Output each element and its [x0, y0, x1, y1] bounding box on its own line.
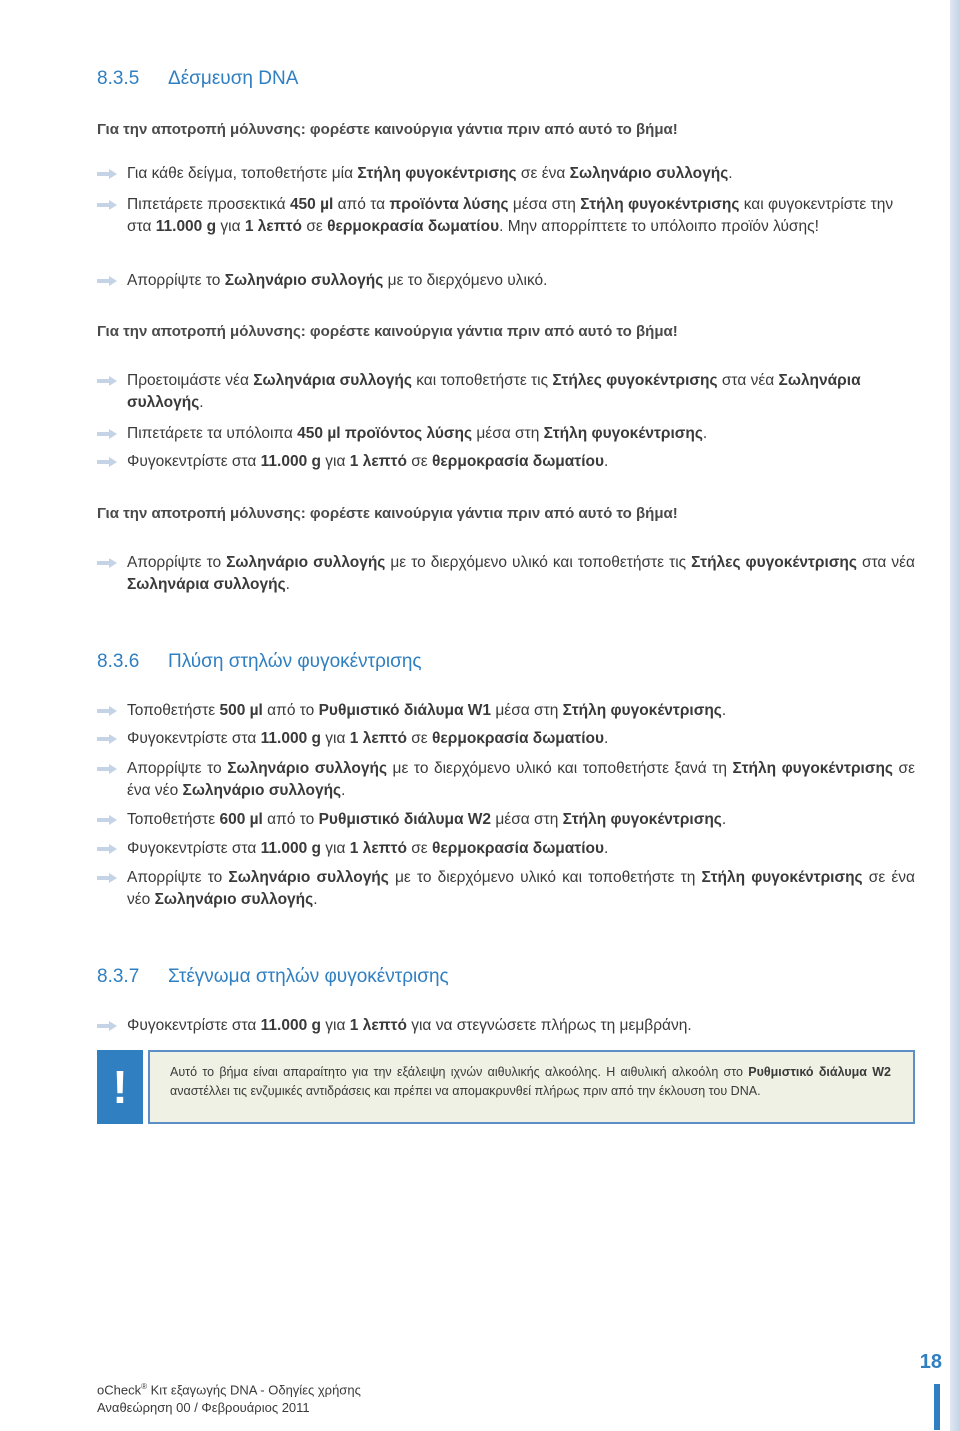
step-item	[97, 809, 915, 831]
section-title: Δέσμευση DNA	[168, 68, 299, 89]
emphasis-text: 1 λεπτό	[349, 840, 407, 857]
emphasis-text: 1 λεπτό	[244, 218, 303, 235]
arrow-right-icon	[97, 200, 117, 210]
footer	[97, 1378, 361, 1417]
footer-title: Κιτ εξαγωγής DNA - Οδηγίες χρήσης	[146, 1382, 361, 1398]
emphasis-text: 500 µl	[219, 702, 263, 719]
step-text: Φυγοκεντρίστε στα 11.000 g για 1 λεπτό σε θερμοκρασία δωματίου.	[127, 453, 609, 470]
step-item	[97, 370, 915, 414]
section-number: 8.3.6	[97, 651, 140, 672]
page-number: 18	[919, 1351, 942, 1373]
emphasis-text: Στήλη φυγοκέντρισης	[732, 760, 893, 777]
emphasis-text: 1 λεπτό	[349, 453, 407, 470]
side-decoration-strip	[950, 0, 960, 1431]
emphasis-text: Στήλη φυγοκέντρισης	[580, 196, 740, 213]
step-text: Φυγοκεντρίστε στα 11.000 g για 1 λεπτό σε θερμοκρασία δωματίου.	[127, 840, 609, 857]
arrow-right-icon	[97, 169, 117, 179]
emphasis-text: Σωληνάριο συλλογής	[154, 891, 314, 908]
emphasis-text: 11.000 g	[155, 218, 217, 235]
step-text: Τοποθετήστε 500 µl από το Ρυθμιστικό διάλυμα W1 μέσα στη Στήλη φυγοκέντρισης.	[127, 702, 727, 719]
arrow-right-icon	[97, 815, 117, 825]
arrow-right-icon	[97, 276, 117, 286]
emphasis-text: Ρυθμιστικό διάλυμα W2	[318, 811, 492, 828]
arrow-right-icon	[97, 376, 117, 386]
emphasis-text: θερμοκρασία δωματίου	[432, 840, 605, 857]
emphasis-text: 11.000 g	[260, 730, 321, 747]
step-text: Απορρίψτε το Σωληνάριο συλλογής με το διερχόμενο υλικό και τοποθετήστε τη Στήλη φυγοκέντρισης σε ένα νέο Σωληνάριο συλλογής.	[127, 869, 915, 908]
step-text: Φυγοκεντρίστε στα 11.000 g για 1 λεπτό σε θερμοκρασία δωματίου.	[127, 730, 609, 747]
emphasis-text: Σωληνάριο συλλογής	[224, 272, 384, 289]
section-heading-binding	[97, 68, 298, 90]
emphasis-text: Στήλες φυγοκέντρισης	[552, 372, 718, 389]
emphasis-text: Σωληνάριο συλλογής	[227, 760, 388, 777]
section-number: 8.3.7	[97, 966, 140, 987]
emphasis-text: Σωληνάριο συλλογής	[228, 869, 389, 886]
section-title: Πλύση στηλών φυγοκέντρισης	[168, 651, 422, 672]
step-item	[97, 700, 915, 722]
emphasis-text: 600 µl	[219, 811, 263, 828]
arrow-right-icon	[97, 844, 117, 854]
step-text: Φυγοκεντρίστε στα 11.000 g για 1 λεπτό για να στεγνώσετε πλήρως τη μεμβράνη.	[127, 1017, 692, 1034]
step-item	[97, 451, 915, 473]
arrow-right-icon	[97, 558, 117, 568]
step-text: Πιπετάρετε προσεκτικά 450 µl από τα προϊόντα λύσης μέσα στη Στήλη φυγοκέντρισης και φυγοκεντρίστε την στα 11.000 g για 1 λεπτό σε θερμοκρασία δωματίου. Μην απορρίπτετε το υπόλοιπο προϊόν λύσης!	[127, 196, 894, 235]
emphasis-text: Σωληνάρια συλλογής	[127, 576, 286, 593]
emphasis-text: Σωληνάριο συλλογής	[226, 554, 386, 571]
emphasis-text: θερμοκρασία δωματίου	[432, 730, 605, 747]
step-item	[97, 758, 915, 802]
step-item	[97, 552, 915, 596]
step-item	[97, 423, 915, 445]
emphasis-text: Σωληνάρια συλλογής	[253, 372, 412, 389]
arrow-right-icon	[97, 706, 117, 716]
step-text: Προετοιμάστε νέα Σωληνάρια συλλογής και τοποθετήστε τις Στήλες φυγοκέντρισης στα νέα Σωληνάρια συλλογής.	[127, 372, 861, 411]
arrow-right-icon	[97, 764, 117, 774]
emphasis-text: 11.000 g	[260, 453, 321, 470]
step-item	[97, 270, 915, 292]
step-text: Πιπετάρετε τα υπόλοιπα 450 µl προϊόντος λύσης μέσα στη Στήλη φυγοκέντρισης.	[127, 425, 708, 442]
emphasis-text: 450 µl	[289, 196, 334, 213]
emphasis-text: θερμοκρασία δωματίου	[327, 218, 500, 235]
glove-warning: Για την αποτροπή μόλυνσης: φορέστε καινούργια γάντια πριν από αυτό το βήμα!	[97, 505, 678, 522]
emphasis-text: Ρυθμιστικό διάλυμα W2	[748, 1065, 891, 1079]
step-text: Για κάθε δείγμα, τοποθετήστε μία Στήλη φυγοκέντρισης σε ένα Σωληνάριο συλλογής.	[127, 165, 733, 182]
arrow-right-icon	[97, 873, 117, 883]
arrow-right-icon	[97, 457, 117, 467]
footer-brand: oCheck	[97, 1382, 142, 1398]
registered-mark: ®	[141, 1382, 147, 1391]
emphasis-text: Στήλη φυγοκέντρισης	[543, 425, 703, 442]
step-item	[97, 194, 915, 238]
note-box	[97, 1050, 915, 1124]
section-heading-dry	[97, 966, 449, 988]
emphasis-text: Ρυθμιστικό διάλυμα W1	[318, 702, 492, 719]
section-title: Στέγνωμα στηλών φυγοκέντρισης	[168, 966, 449, 987]
section-number: 8.3.5	[97, 68, 140, 89]
arrow-right-icon	[97, 734, 117, 744]
emphasis-text: Στήλη φυγοκέντρισης	[357, 165, 517, 182]
arrow-right-icon	[97, 429, 117, 439]
emphasis-text: προϊόντα λύσης	[389, 196, 509, 213]
emphasis-text: 1 λεπτό	[349, 730, 407, 747]
glove-warning: Για την αποτροπή μόλυνσης: φορέστε καινούργια γάντια πριν από αυτό το βήμα!	[97, 121, 678, 138]
note-text: Αυτό το βήμα είναι απαραίτητο για την εξάλειψη ιχνών αιθυλικής αλκοόλης. Η αιθυλική αλκοόλη στο Ρυθμιστικό διάλυμα W2 αναστέλλει τις ενζυμικές αντιδράσεις και πρέπει να απομακρυνθεί πλήρως πριν από την έκλουση του DNA.	[148, 1050, 915, 1124]
step-text: Τοποθετήστε 600 µl από το Ρυθμιστικό διάλυμα W2 μέσα στη Στήλη φυγοκέντρισης.	[127, 811, 727, 828]
emphasis-text: Στήλη φυγοκέντρισης	[562, 811, 722, 828]
emphasis-text: 11.000 g	[260, 1017, 321, 1034]
step-item	[97, 838, 915, 860]
emphasis-text: Στήλες φυγοκέντρισης	[691, 554, 857, 571]
emphasis-text: 11.000 g	[260, 840, 321, 857]
step-text: Απορρίψτε το Σωληνάριο συλλογής με το διερχόμενο υλικό και τοποθετήστε ξανά τη Στήλη φυγοκέντρισης σε ένα νέο Σωληνάριο συλλογής.	[127, 760, 916, 799]
page-number-bar	[934, 1384, 940, 1430]
step-item	[97, 867, 915, 911]
emphasis-text: Στήλη φυγοκέντρισης	[701, 869, 863, 886]
emphasis-text: θερμοκρασία δωματίου	[432, 453, 605, 470]
step-text: Απορρίψτε το Σωληνάριο συλλογής με το διερχόμενο υλικό.	[127, 272, 548, 289]
emphasis-text: Σωληνάριο συλλογής	[182, 782, 342, 799]
section-heading-wash	[97, 651, 422, 673]
step-item	[97, 163, 915, 185]
step-item	[97, 1015, 915, 1037]
arrow-right-icon	[97, 1021, 117, 1031]
exclamation-icon: !	[97, 1050, 143, 1124]
emphasis-text: 1 λεπτό	[349, 1017, 407, 1034]
emphasis-text: 450 µl προϊόντος λύσης	[297, 425, 473, 442]
emphasis-text: Σωληνάρια συλλογής	[127, 372, 861, 411]
footer-revision: Αναθεώρηση 00 / Φεβρουάριος 2011	[97, 1400, 310, 1416]
emphasis-text: Σωληνάριο συλλογής	[569, 165, 729, 182]
glove-warning: Για την αποτροπή μόλυνσης: φορέστε καινούργια γάντια πριν από αυτό το βήμα!	[97, 323, 678, 340]
emphasis-text: Στήλη φυγοκέντρισης	[562, 702, 722, 719]
step-text: Απορρίψτε το Σωληνάριο συλλογής με το διερχόμενο υλικό και τοποθετήστε τις Στήλες φυγοκέντρισης στα νέα Σωληνάρια συλλογής.	[127, 554, 915, 593]
step-item	[97, 728, 915, 750]
